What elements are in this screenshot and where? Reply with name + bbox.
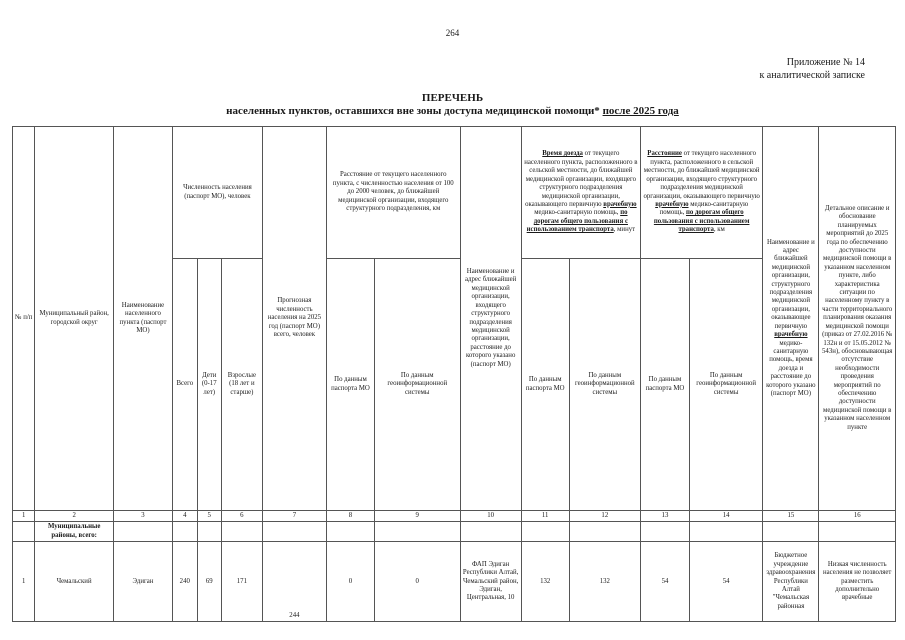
header-time-passport: По данным паспорта МО [521,259,569,511]
header-travel-time: Время доезда от текущего населенного пункта, расположенного в сельской местности, до ближайшей медицинской организации, входящего структурного подразделения медицинской организации, оказывающего первичную врачебную медико-санитарную помощь, по дорогам общего пользования с использованием транспорта, минут [521,127,640,259]
summary-row [13,522,896,542]
title-line2 [0,105,905,118]
row-adults: 171 [221,542,262,622]
row-dist2-gis: 54 [689,542,762,622]
row-dist-gis: 0 [374,542,460,622]
header-distance-road: Расстояние от текущего населенного пункта, расположенного в сельской местности, до ближайшей медицинской организации, входящего структурного подразделения медицинской организации, оказывающего первичную врачебную медико-санитарную помощь, по дорогам общего пользования с использованием транспорта, км [641,127,763,259]
header-population: Численность населения (паспорт МО), человек [173,127,263,259]
header-pop-children: Дети (0-17 лет) [197,259,221,511]
header-dist-gis: По данным геоинформационной системы [374,259,460,511]
title-line1: ПЕРЕЧЕНЬ [421,92,484,104]
title-line2-underlined: после 2025 года [602,105,679,117]
col-number: 4 [173,511,197,522]
col-number: 7 [262,511,326,522]
header-dist2-passport: По данным паспорта МО [641,259,690,511]
header-forecast: Прогнозная численность населения на 2025 год (паспорт МО) всего, человек [262,127,326,511]
row-district: Чемальский [35,542,114,622]
header-nearest-org: Наименование и адрес ближайшей медицинской организации, входящего структурного подразделения медицинской организации, расстояние до которого указано (паспорт МО) [460,127,521,511]
col-number: 2 [35,511,114,522]
row-children: 69 [197,542,221,622]
col-number: 8 [327,511,375,522]
col-number: 10 [460,511,521,522]
page-number: 264 [445,28,460,38]
row-primary-care-org: Бюджетное учреждение здравоохранения Республики Алтай "Чемальская районная [763,542,819,622]
row-time-gis: 132 [569,542,640,622]
row-dist2-passport: 54 [641,542,690,622]
header-pop-adults: Взрослые (18 лет и старше) [221,259,262,511]
appendix-line1: Приложение № 14 [786,57,865,68]
header-district: Муниципальный район, городской округ [35,127,114,511]
row-dist-passport: 0 [327,542,375,622]
row-description: Низкая численность населения не позволяет разместить дополнительно врачебные [819,542,896,622]
col-number: 15 [763,511,819,522]
header-distance-100: Расстояние от текущего населенного пункта, с численностью населения от 100 до 2000 человек, до ближайшей медицинской организации, входящего структурного подразделения, км [327,127,461,259]
header-settlement: Наименование населенного пункта (паспорт МО) [113,127,172,511]
col-number: 16 [819,511,896,522]
appendix-label [759,56,865,82]
col-number: 12 [569,511,640,522]
header-time-gis: По данным геоинформационной системы [569,259,640,511]
row-total: 240 [173,542,197,622]
col-number: 14 [689,511,762,522]
row-time-passport: 132 [521,542,569,622]
header-dist2-gis: По данным геоинформационной системы [689,259,762,511]
settlements-table [12,126,896,622]
row-settlement: Эдиган [113,542,172,622]
summary-label: Муниципальные районы, всего: [35,522,114,542]
col-number: 9 [374,511,460,522]
header-pop-total: Всего [173,259,197,511]
header-description: Детальное описание и обоснование планируемых мероприятий до 2025 года по обеспечению доступности медицинской помощи в указанном населенном пункте, либо характеристика ситуации по населенному пункту в части территориального планирования оказания медицинской помощи (приказ от 27.02.2016 № 132н и от 15.05.2012 № 543н), обосновывающая отсутствие необходимости проведения мероприятий по обеспечению доступности медицинской помощи в указанном населенном пункте [819,127,896,511]
row-nearest-org: ФАП Эдиган Республики Алтай, Чемальский район, Эдиган, Центральная, 10 [460,542,521,622]
row-forecast: 244 [262,542,326,622]
header-num: № п/п [13,127,35,511]
table-row [13,542,896,622]
title-line2-main: населенных пунктов, оставшихся вне зоны доступа медицинской помощи* [226,105,603,117]
appendix-line2: к аналитической записке [759,70,865,81]
col-number: 11 [521,511,569,522]
row-num: 1 [13,542,35,622]
header-dist-passport: По данным паспорта МО [327,259,375,511]
col-number: 3 [113,511,172,522]
header-primary-care-org: Наименование и адрес ближайшей медицинской организации, структурного подразделения медицинской организации, оказывающее первичную врачебную медико-санитарную помощь, время доезда и расстояние до которого указано (паспорт МО) [763,127,819,511]
col-number: 13 [641,511,690,522]
col-number: 6 [221,511,262,522]
document-title [0,92,905,118]
col-number: 1 [13,511,35,522]
column-number-row [13,511,896,522]
col-number: 5 [197,511,221,522]
